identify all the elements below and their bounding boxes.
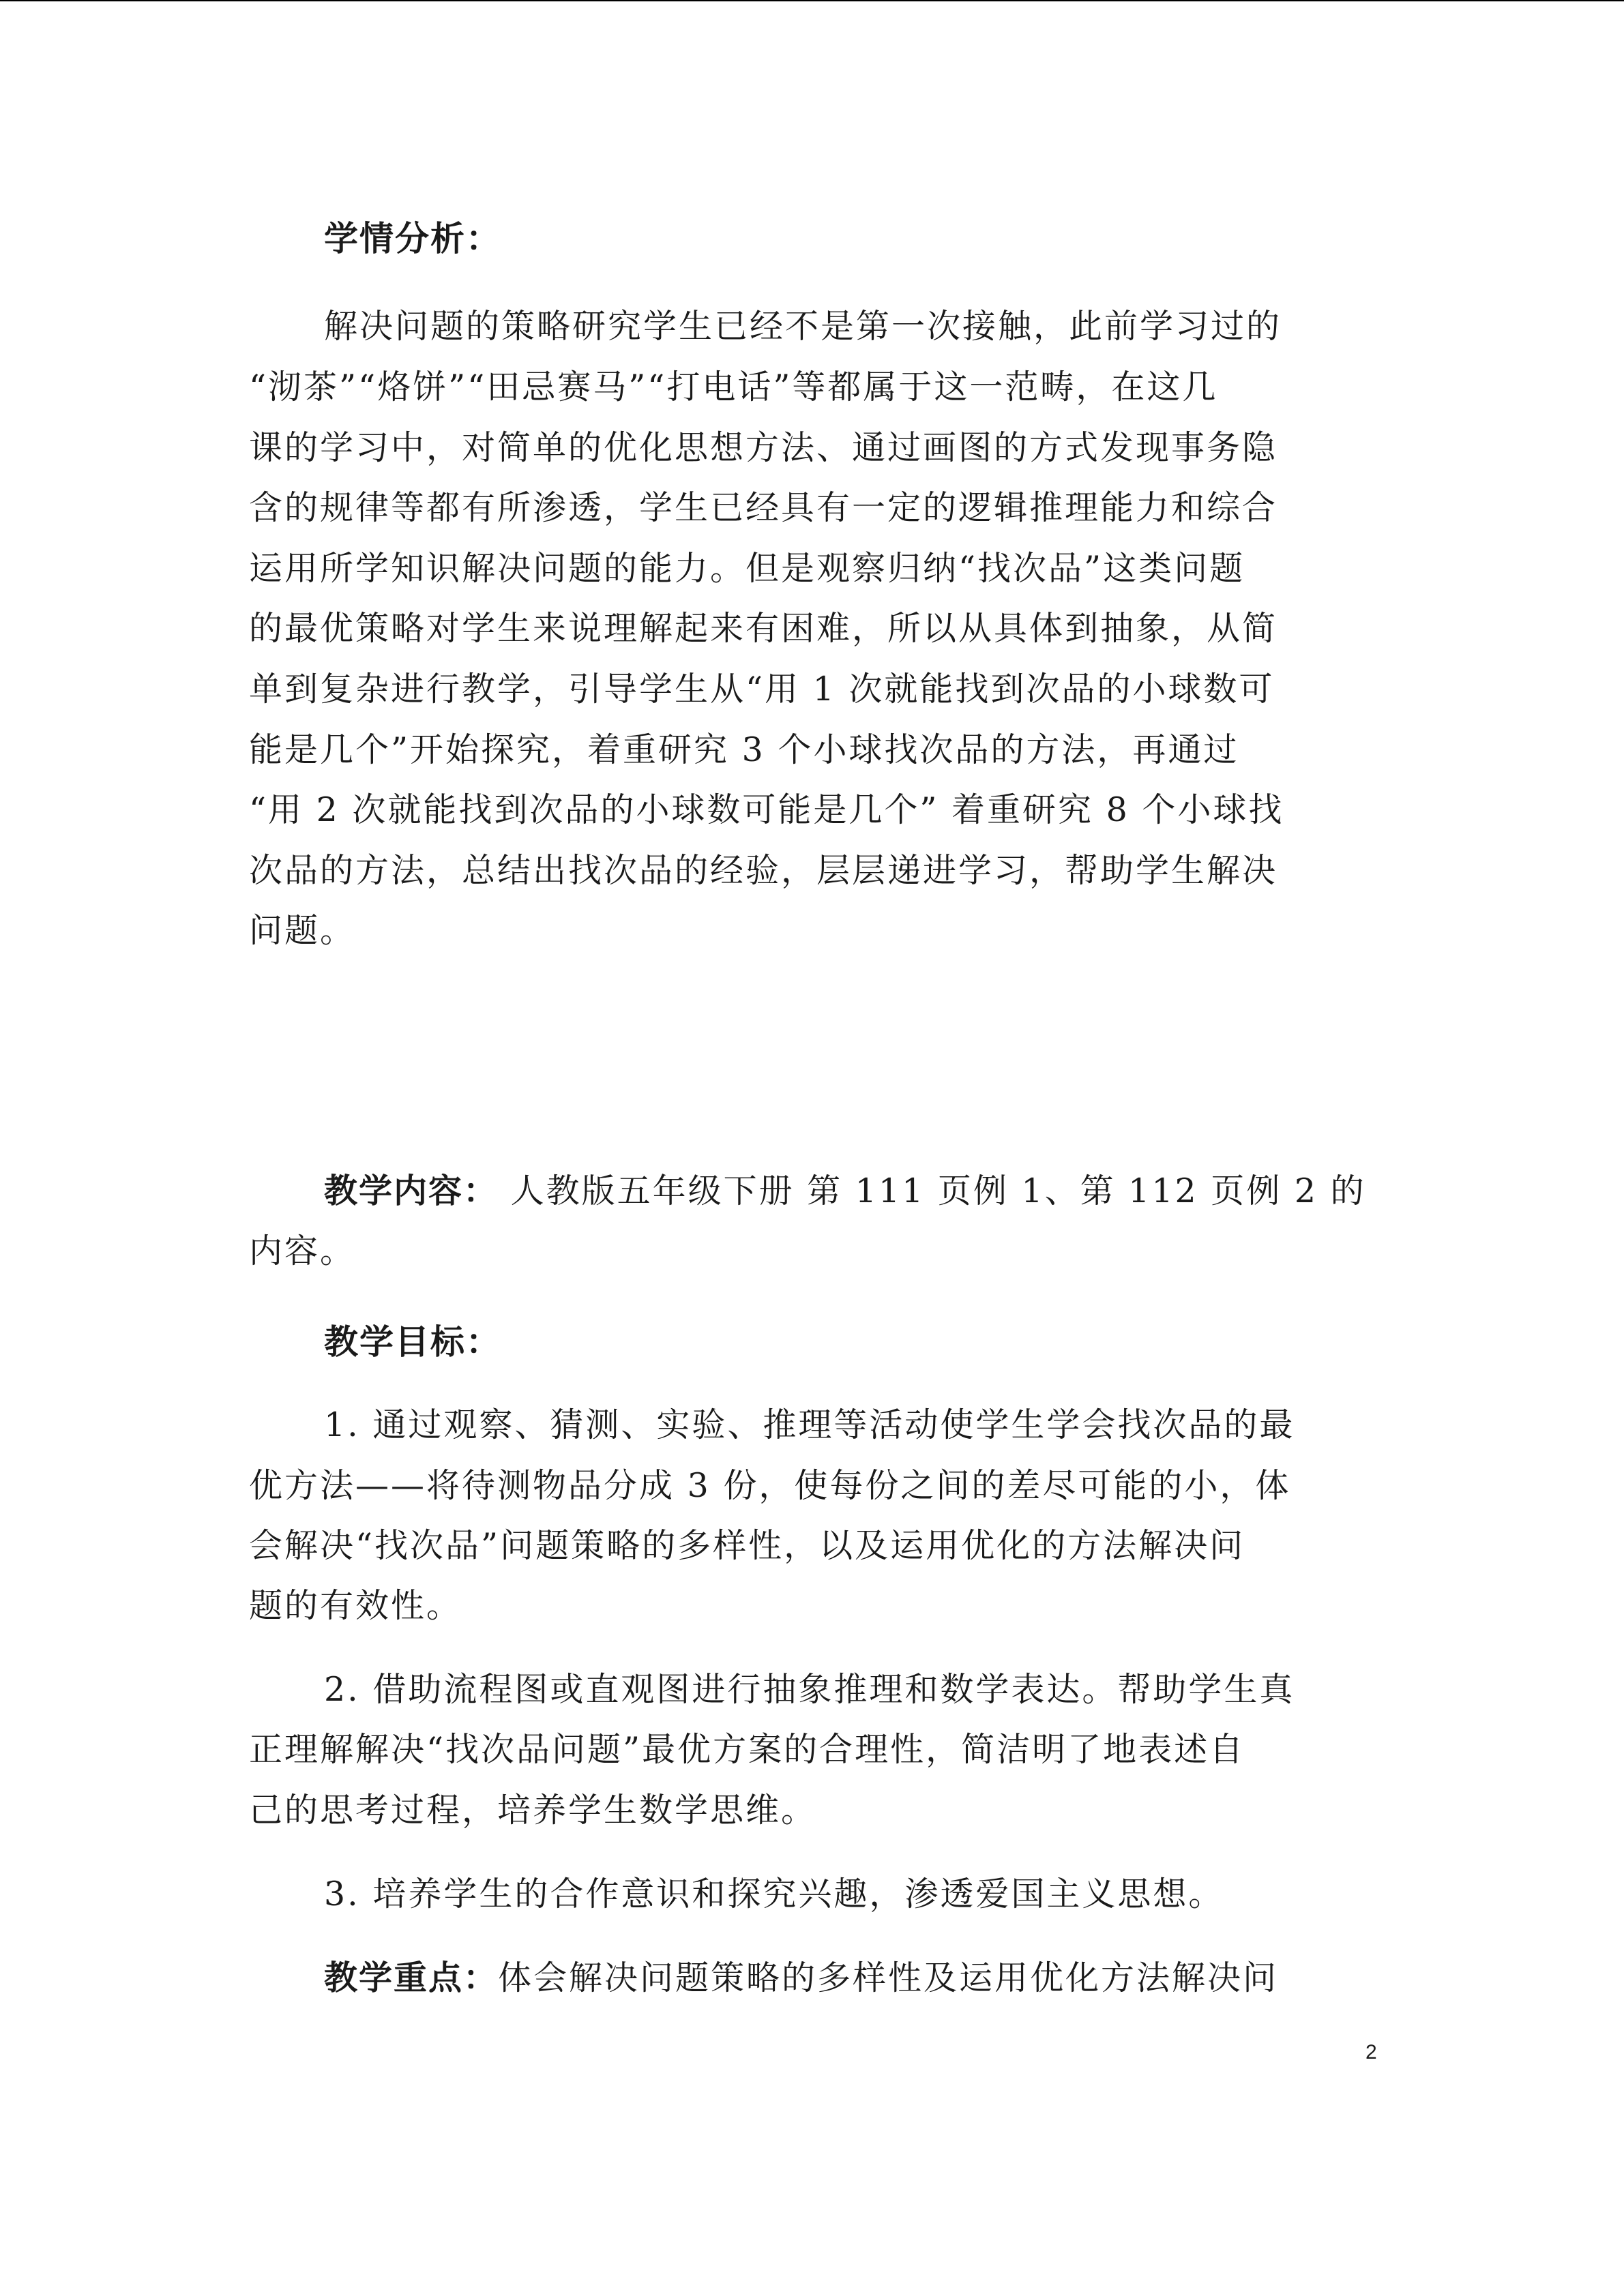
goal-2-line: 2. 借助流程图或直观图进行抽象推理和数学表达。帮助学生真 xyxy=(324,1670,1295,1709)
teaching-key-line xyxy=(324,1952,1278,1999)
teaching-key-label: 教学重点： xyxy=(324,1958,499,1997)
goal-1-line: 会解决“找次品”问题策略的多样性，以及运用优化的方法解决问 xyxy=(249,1526,1245,1565)
page-number: 2 xyxy=(1365,2041,1377,2063)
student-analysis-line: 次品的方法，总结出找次品的经验，层层递进学习，帮助学生解决 xyxy=(249,851,1278,890)
student-analysis-line: 的最优策略对学生来说理解起来有困难，所以从具体到抽象，从简 xyxy=(249,609,1278,648)
student-analysis-line: 单到复杂进行教学，引导学生从“用 1 次就能找到次品的小球数可 xyxy=(249,670,1275,709)
teaching-content-line: 内容。 xyxy=(249,1232,356,1270)
teaching-goals-heading: 教学目标： xyxy=(324,1322,501,1362)
teaching-content-label: 教学内容： xyxy=(324,1172,499,1210)
student-analysis-line: “沏茶”“烙饼”“田忌赛马”“打电话”等都属于这一范畴，在这几 xyxy=(249,368,1218,406)
goal-3-line: 3. 培养学生的合作意识和探究兴趣，渗透爱国主义思想。 xyxy=(324,1875,1224,1913)
student-analysis-line: “用 2 次就能找到次品的小球数可能是几个” 着重研究 8 个小球找 xyxy=(249,790,1284,829)
goal-1-line: 题的有效性。 xyxy=(249,1586,462,1625)
teaching-key-text: 体会解决问题策略的多样性及运用优化方法解决问 xyxy=(498,1958,1279,1997)
student-analysis-line: 问题。 xyxy=(249,911,356,950)
student-analysis-line: 运用所学知识解决问题的能力。但是观察归纳“找次品”这类问题 xyxy=(249,549,1245,588)
student-analysis-line: 能是几个”开始探究，着重研究 3 个小球找次品的方法，再通过 xyxy=(249,730,1239,769)
goal-1-line: 优方法——将待测物品分成 3 份，使每份之间的差尽可能的小，体 xyxy=(249,1466,1291,1505)
teaching-content-line xyxy=(324,1165,1366,1212)
goal-1-line: 1. 通过观察、猜测、实验、推理等活动使学生学会找次品的最 xyxy=(324,1405,1295,1444)
goal-2-line: 己的思考过程，培养学生数学思维。 xyxy=(249,1791,817,1830)
student-analysis-line: 课的学习中，对简单的优化思想方法、通过画图的方式发现事务隐 xyxy=(249,428,1278,467)
student-analysis-heading: 学情分析： xyxy=(324,219,501,258)
teaching-content-text: 人教版五年级下册 第 111 页例 1、第 112 页例 2 的 xyxy=(498,1172,1366,1210)
student-analysis-line: 含的规律等都有所渗透，学生已经具有一定的逻辑推理能力和综合 xyxy=(249,488,1278,527)
goal-2-line: 正理解解决“找次品问题”最优方案的合理性，简洁明了地表述自 xyxy=(249,1730,1245,1769)
student-analysis-line: 解决问题的策略研究学生已经不是第一次接触，此前学习过的 xyxy=(324,307,1282,346)
